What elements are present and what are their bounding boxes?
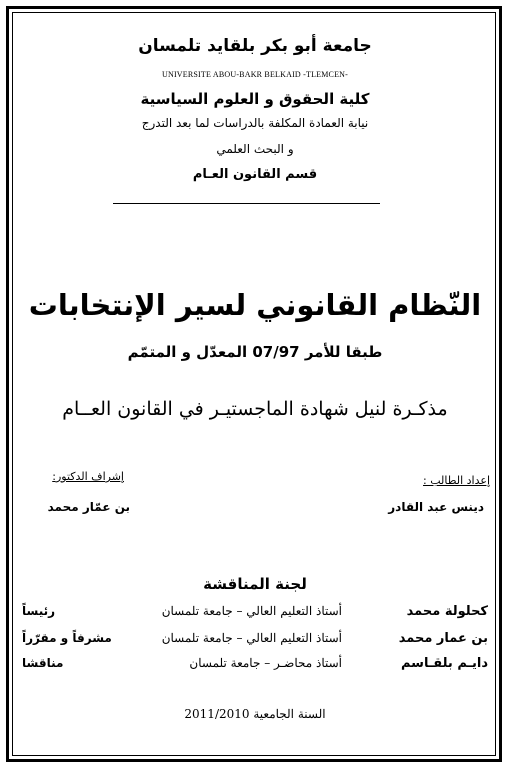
member-title: أستاذ محاضـر – جامعة تلمسان [189,656,342,670]
committee-member-row [0,656,510,676]
thesis-subtitle: طبقا للأمر 07/97 المعدّل و المتمّم [127,343,383,361]
deanship-line-1: نيابة العمادة المكلفة بالدراسات لما بعد التدرج [141,116,369,130]
header-divider [113,203,380,204]
committee-heading: لجنة المناقشة [203,575,307,593]
member-name: كحلولة محمد [406,604,488,619]
supervisor-label: إشراف الدكتور: [52,470,124,483]
thesis-title: النّظام القانوني لسير الإنتخابات [28,288,482,322]
academic-year: السنة الجامعية 2011/2010 [184,707,326,721]
member-title: أستاذ التعليم العالي – جامعة تلمسان [161,631,342,645]
member-name: بن عمار محمد [398,631,488,646]
university-name: جامعة أبو بكر بلقايد تلمسان [138,36,372,56]
department-name: قسم القانون العـام [192,167,318,182]
committee-member-row [0,631,510,651]
university-name-latin: UNIVERSITE ABOU-BAKR BELKAID -TLEMCEN- [161,70,349,79]
student-name: دينس عبد القادر [388,500,484,514]
member-role: مناقشا [22,656,64,670]
deanship-line-2: و البحث العلمي [216,142,294,156]
thesis-degree: مذكـرة لنيل شهادة الماجستيـر في القانون العــام [62,398,448,420]
committee-member-row [0,604,510,624]
student-label: إعداد الطالب : [423,474,490,487]
member-role: مشرفاً و مقرّراً [22,631,112,645]
member-title: أستاذ التعليم العالي – جامعة تلمسان [161,604,342,618]
member-role: رئيساً [22,604,56,618]
member-name: دايـم بلقـاسم [400,656,488,671]
supervisor-name: بن عمّار محمد [47,500,130,514]
faculty-name: كلية الحقوق و العلوم السياسية [140,90,370,108]
